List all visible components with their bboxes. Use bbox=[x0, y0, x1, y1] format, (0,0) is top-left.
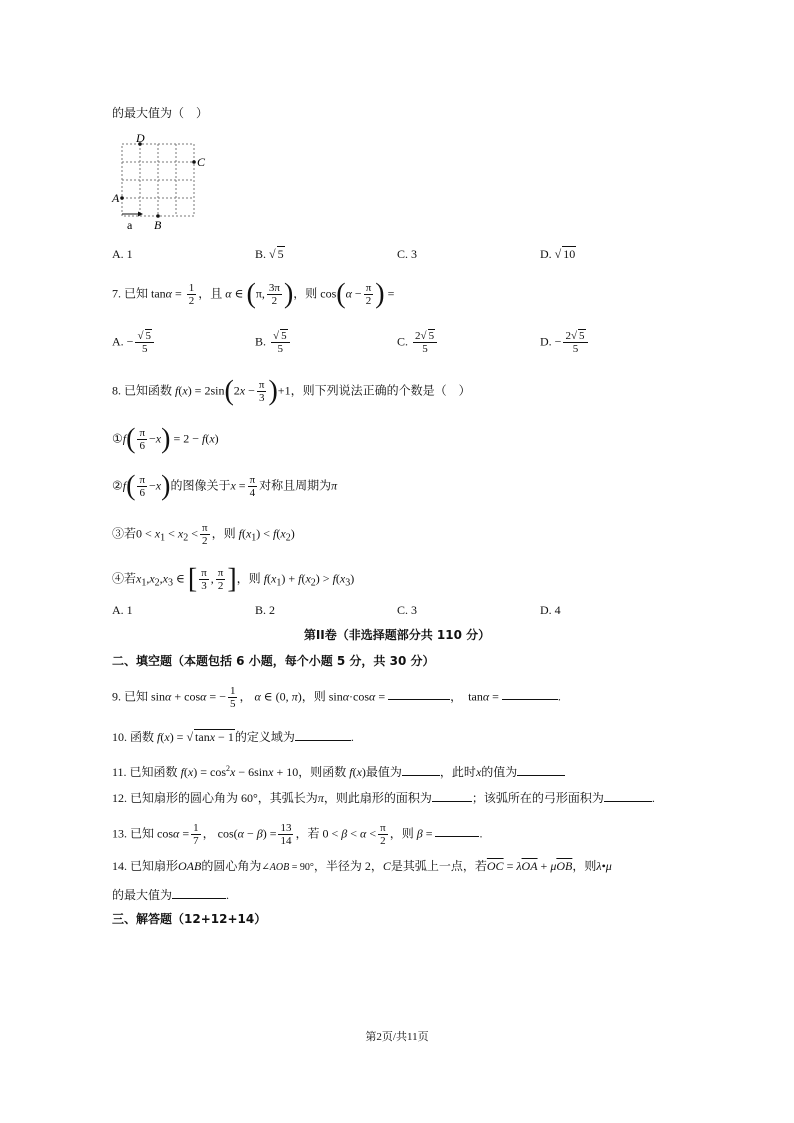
q6-option-b: B. √ 5 bbox=[255, 247, 284, 261]
blank-11a bbox=[402, 763, 440, 776]
statement-1: ①f( $\frac{\pi}{6}$ −x) = 2 − f(x) bbox=[112, 423, 219, 455]
label-D: D bbox=[136, 131, 145, 145]
q8-option-b: B. 2 bbox=[255, 603, 276, 617]
q8-option-c: C. 3 bbox=[397, 603, 418, 617]
q6-tail: 的最大值为（ ） bbox=[112, 106, 209, 120]
question-10: 10. 函数 f(x) = √ tanx − 1的定义域为 . bbox=[112, 730, 354, 744]
fill-in-title: 二、填空题（本题包括 6 小题，每个小题 5 分，共 30 分） bbox=[112, 654, 435, 668]
question-11: 11. 已知函数 $f(x) = \cos^2x - 6\sin x + 10$，则函数 f(x)最值为 ，此时x的值为 bbox=[112, 761, 565, 780]
blank-12b bbox=[604, 789, 652, 802]
page-footer: 第2页/共11页 bbox=[365, 1031, 429, 1043]
q8-option-a: A. 1 bbox=[112, 603, 133, 617]
question-8: 8. 已知函数 f(x) = 2sin(2x − $\frac{\pi}{3}$ )+1，则下列说法正确的个数是（ ） bbox=[112, 375, 471, 407]
q7-option-b: B. $\frac{√ 5}{5}$ bbox=[255, 330, 292, 355]
label-A: A bbox=[112, 191, 120, 205]
vector-grid-figure bbox=[110, 130, 215, 235]
q7-option-d: D. − $\frac{2√ 5}{5}$ bbox=[540, 330, 590, 355]
statement-4: ④若$x_1,x_2,x_3$ ∈ [ $\frac{\pi}{3}$ , $\frac{\pi}{2}$ ]，则 $f(x_1) + f(x_2) > f(x_3)$ bbox=[112, 563, 355, 595]
question-13: 13. 已知 cosα = $\frac{1}{7}$ ， cos(α − β) = $\frac{13}{14}$ ，若 0 < β < α < $\frac{\pi}{2}$ ，则 β = . bbox=[112, 822, 483, 847]
label-C: C bbox=[197, 155, 206, 169]
blank-13 bbox=[435, 824, 479, 837]
question-12: 12. 已知扇形的圆心角为 60°，其弧长为π，则此扇形的面积为 ；该弧所在的弓形面积为 . bbox=[112, 791, 655, 805]
blank-11b bbox=[517, 763, 565, 776]
blank-9b bbox=[502, 687, 558, 700]
statement-2: ②f( $\frac{\pi}{6}$ −x)的图像关于x = $\frac{\pi}{4}$ 对称且周期为π bbox=[112, 470, 338, 502]
question-7: 7. 已知 tanα = $\frac{1}{2}$ ，且 α ∈ (π, $\frac{3\pi}{2}$ )，则 cos(α − $\frac{\pi}{2}$ ) = bbox=[112, 278, 395, 310]
q7-option-c: C. $\frac{2√ 5}{5}$ bbox=[397, 330, 439, 355]
section-2-title: 第II卷（非选择题部分共 110 分） bbox=[303, 628, 491, 642]
label-B: B bbox=[154, 218, 162, 232]
blank-14 bbox=[172, 886, 226, 899]
solve-title: 三、解答题（12+12+14） bbox=[112, 912, 267, 926]
blank-12a bbox=[432, 789, 472, 802]
q6-option-a: A. 1 bbox=[112, 247, 133, 261]
q6-option-d: D. √ 10 bbox=[540, 247, 576, 261]
blank-10 bbox=[295, 728, 351, 741]
q8-option-d: D. 4 bbox=[540, 603, 561, 617]
q6-option-c: C. 3 bbox=[397, 247, 418, 261]
blank-9a bbox=[388, 687, 450, 700]
question-14-line2: 的最大值为 . bbox=[112, 888, 230, 902]
question-14: 14. 已知扇形OAB的圆心角为∠AOB = 90°，半径为 2，C是其弧上一点，若$\overline{OC} = \lambda\overline{OA} + \mu\overline{OB}$，则λ•μ bbox=[112, 859, 612, 873]
question-9: 9. 已知 sinα + cosα = − $\frac{1}{5}$ ， α ∈ (0, π)，则 sinα·cosα = ， tanα = . bbox=[112, 685, 561, 710]
label-a: a bbox=[127, 218, 133, 232]
statement-3: ③若$0 < x_1 < x_2$ < $\frac{\pi}{2}$ ，则 $f(x_1) < f(x_2)$ bbox=[112, 522, 295, 547]
q7-option-a: A. − $\frac{√ 5}{5}$ bbox=[112, 330, 156, 355]
